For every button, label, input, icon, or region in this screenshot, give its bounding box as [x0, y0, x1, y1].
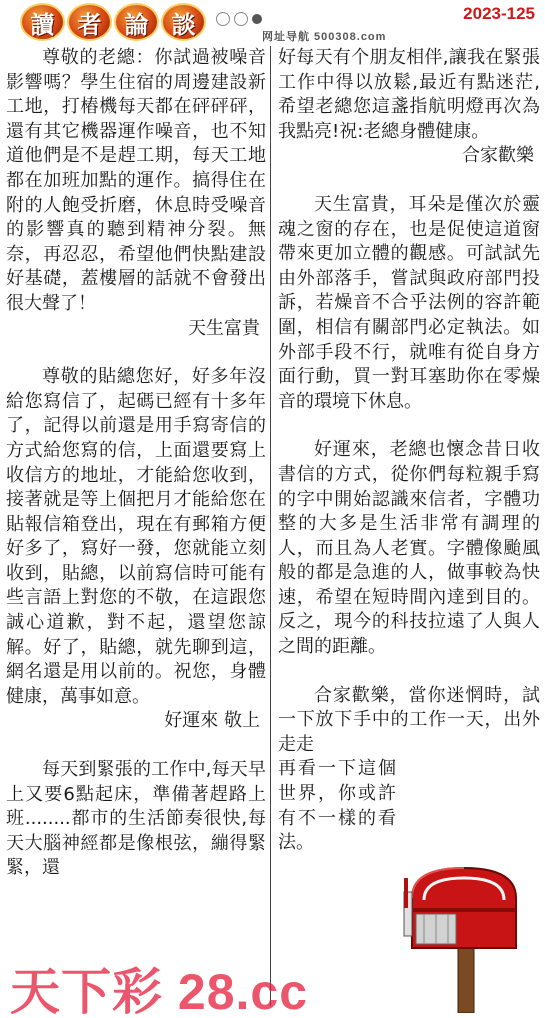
dot-filled-icon — [252, 14, 262, 24]
mailbox-icon — [402, 858, 532, 1013]
reply-handwriting: 好運來，老總也懷念昔日收書信的方式，從你們每粒親手寫的字中開始認識來信者，字體功整的大多是生活非常有調理的人，而且為人老實。字體像颱風般的都是急進的人，做事較為快速，希望在短時間內達到目的。反之，現今的科技拉遠了人與人之間的距離。 — [278, 439, 540, 658]
letter-noise-complaint: 尊敬的老總：你試過被噪音影響嗎？學生住宿的周邊建設新工地，打樁機每天都在砰砰砰，還有其它機器運作噪音，也不知道他們是不是趕工期，每天工地都在加班加點的運作。搞得住在附的人飽受折磨，休息時受噪音的影響真的聽到精神分裂。無奈，再忍忍，希望他們快點建設好基礎，蓋樓層的話就不會發出很大聲了！ — [6, 47, 266, 314]
column-divider — [270, 46, 271, 1006]
header-watermark: 网址导航 500308.com — [262, 31, 387, 43]
reply-confusion-wrapped: 再看一下這個世界，你或許有不一樣的看法。 — [278, 758, 396, 854]
letter-signature: 好運來 敬上 — [164, 710, 260, 732]
letter-old-reader: 尊敬的貼總您好，好多年沒給您寫信了，起碼已經有十多年了，記得以前還是用手寫寄信的方式給您寫的信，上面還要寫上收信方的地址，才能給您收到，接著就是等上個把月才能給您在貼報信箱登出，現在有郵箱方便好多了，寫好一發，您就能立刻收到，貼總，以前寫信時可能有些言語上對您的不敬，在這跟您誠心道歉，對不起，還望您諒解。好了，貼總，就先聊到這，網名還是用以前的。祝您，身體健康，萬事如意。 — [6, 366, 266, 707]
title-char-2: 者 — [67, 3, 112, 41]
left-column — [6, 46, 266, 881]
right-column — [278, 46, 540, 856]
letter-signature: 天生富貴 — [188, 317, 260, 339]
letter-work-stress-continued: 好每天有个朋友相伴,讓我在緊張工作中得以放鬆,最近有點迷茫,希望老總您這盞指航明燈再次為我點亮!祝:老總身體健康。 — [278, 47, 540, 142]
reply-noise: 天生富貴，耳朵是僅次於靈魂之窗的存在，也是促使這道窗帶來更加立體的觀感。可試試先由外部落手，嘗試與政府部門投訴，若燥音不合乎法例的容許範圍，相信有關部門必定執法。如外部手段不行，就唯有從自身方面行動，買一對耳塞助你在零燥音的環境下休息。 — [278, 193, 540, 412]
header-bar — [0, 0, 545, 44]
issue-number: 2023-125 — [463, 4, 535, 23]
dot-icon — [216, 12, 230, 26]
title-char-1: 讀 — [20, 3, 65, 41]
footer-watermark: 天下彩 28.cc — [10, 964, 309, 1018]
letter-work-stress: 每天到緊張的工作中,每天早上又要6點起床，準備著趕路上班........都市的生活節奏很快,每天大腦神經都是像根弦，繃得緊緊，還 — [6, 759, 266, 879]
letter-signature: 合家歡樂 — [462, 145, 534, 167]
dot-icon — [234, 12, 248, 26]
title-char-3: 論 — [114, 3, 159, 41]
column-title — [20, 3, 206, 41]
decorative-dots — [216, 12, 262, 26]
title-char-4: 談 — [161, 3, 206, 41]
reply-confusion: 合家歡樂，當你迷惘時，試一下放下手中的工作一天，出外走走 — [278, 684, 540, 755]
